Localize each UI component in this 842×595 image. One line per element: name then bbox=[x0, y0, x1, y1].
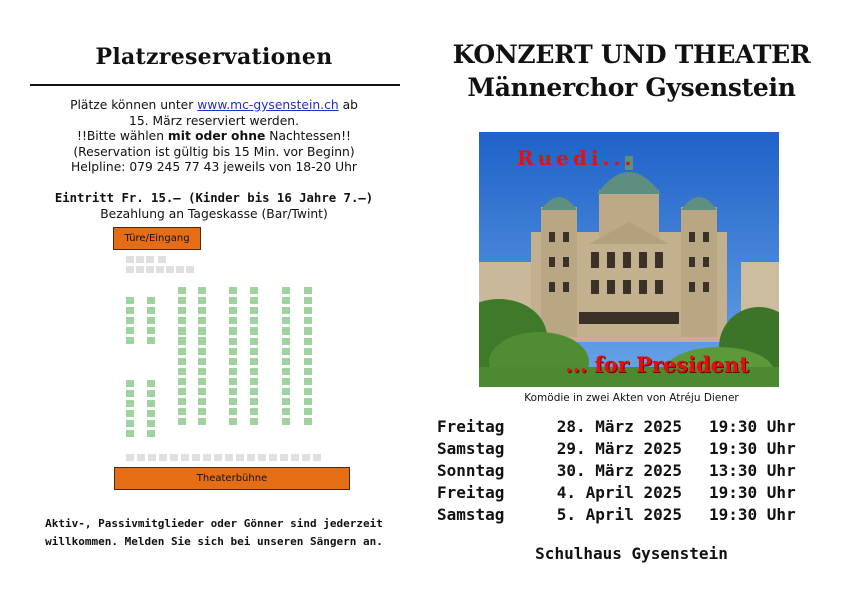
seat bbox=[304, 317, 312, 324]
title-divider bbox=[30, 84, 400, 86]
event-title-line1: KONZERT UND THEATER bbox=[452, 40, 811, 69]
seat bbox=[137, 454, 145, 461]
seat bbox=[250, 418, 258, 425]
seat bbox=[229, 368, 237, 375]
seat bbox=[147, 430, 155, 437]
seat bbox=[178, 297, 186, 304]
event-title-line2: Männerchor Gysenstein bbox=[467, 73, 796, 102]
seat bbox=[269, 454, 277, 461]
seat bbox=[126, 297, 134, 304]
seat bbox=[147, 410, 155, 417]
show-date: 5. April 2025 bbox=[556, 505, 682, 524]
footer-line1: Aktiv-, Passivmitglieder oder Gönner sind jederzeit bbox=[45, 517, 383, 530]
seat bbox=[147, 380, 155, 387]
seat bbox=[178, 418, 186, 425]
event-panel bbox=[421, 0, 842, 595]
seat bbox=[192, 454, 200, 461]
info-line3-suffix: Nachtessen!! bbox=[265, 129, 351, 143]
seat bbox=[250, 307, 258, 314]
seat bbox=[126, 307, 134, 314]
seat bbox=[147, 327, 155, 334]
info-line3-bold: mit oder ohne bbox=[167, 129, 266, 143]
seat bbox=[304, 368, 312, 375]
seat bbox=[126, 327, 134, 334]
seat bbox=[258, 454, 266, 461]
seat bbox=[229, 378, 237, 385]
seat bbox=[136, 256, 144, 263]
seat bbox=[159, 454, 167, 461]
seat bbox=[198, 338, 206, 345]
seat bbox=[282, 348, 290, 355]
seat bbox=[181, 454, 189, 461]
show-time: 13:30 Uhr bbox=[709, 461, 796, 480]
door-entrance-label: Türe/Eingang bbox=[113, 227, 201, 250]
seat bbox=[304, 348, 312, 355]
seat bbox=[147, 337, 155, 344]
seat bbox=[126, 390, 134, 397]
membership-note bbox=[28, 515, 400, 551]
seat bbox=[198, 297, 206, 304]
seat bbox=[198, 348, 206, 355]
seat bbox=[178, 317, 186, 324]
seat bbox=[126, 256, 134, 263]
show-row bbox=[437, 416, 807, 438]
seat bbox=[280, 454, 288, 461]
seat bbox=[250, 358, 258, 365]
info-line1-prefix: Plätze können unter bbox=[70, 98, 198, 112]
info-line1-suffix: ab bbox=[338, 98, 358, 112]
show-time: 19:30 Uhr bbox=[709, 417, 796, 436]
seat bbox=[229, 398, 237, 405]
seat bbox=[148, 454, 156, 461]
seat-plan bbox=[28, 0, 400, 595]
seat bbox=[198, 317, 206, 324]
show-day: Samstag bbox=[437, 439, 505, 458]
seat bbox=[198, 328, 206, 335]
seat bbox=[178, 348, 186, 355]
seat bbox=[282, 418, 290, 425]
seat bbox=[147, 307, 155, 314]
seat bbox=[250, 338, 258, 345]
seat bbox=[178, 328, 186, 335]
seat bbox=[229, 287, 237, 294]
seat bbox=[250, 378, 258, 385]
seat bbox=[229, 338, 237, 345]
seat bbox=[282, 307, 290, 314]
play-subtitle: Komödie in zwei Akten von Atréju Diener bbox=[524, 392, 739, 404]
seat bbox=[304, 307, 312, 314]
seat bbox=[282, 398, 290, 405]
seat bbox=[147, 400, 155, 407]
seat bbox=[282, 287, 290, 294]
seat bbox=[282, 328, 290, 335]
seat bbox=[198, 368, 206, 375]
seat bbox=[250, 297, 258, 304]
show-day: Sonntag bbox=[437, 461, 505, 480]
seat bbox=[158, 256, 166, 263]
seat bbox=[147, 317, 155, 324]
seat bbox=[126, 266, 134, 273]
footer-line2: willkommen. Melden Sie sich bei unseren Sängern an. bbox=[45, 535, 383, 548]
seat bbox=[176, 266, 184, 273]
seat bbox=[178, 388, 186, 395]
show-date: 4. April 2025 bbox=[556, 483, 682, 502]
seat bbox=[198, 287, 206, 294]
seat bbox=[136, 266, 144, 273]
show-time: 19:30 Uhr bbox=[709, 439, 796, 458]
seat bbox=[313, 454, 321, 461]
seat bbox=[250, 287, 258, 294]
seat bbox=[147, 390, 155, 397]
info-line3-prefix: !!Bitte wählen bbox=[77, 129, 168, 143]
seat bbox=[229, 418, 237, 425]
show-row bbox=[437, 460, 807, 482]
reservation-info bbox=[28, 98, 400, 176]
seat bbox=[146, 266, 154, 273]
seat bbox=[282, 358, 290, 365]
helpline: Helpline: 079 245 77 43 jeweils von 18-20 Uhr bbox=[71, 160, 357, 174]
seat bbox=[236, 454, 244, 461]
show-date: 29. März 2025 bbox=[556, 439, 682, 458]
seat bbox=[198, 388, 206, 395]
show-time: 19:30 Uhr bbox=[709, 483, 796, 502]
stage-label: Theaterbühne bbox=[114, 467, 350, 490]
entry-price: Eintritt Fr. 15.— (Kinder bis 16 Jahre 7.—) bbox=[54, 191, 374, 205]
seat bbox=[282, 368, 290, 375]
show-time: 19:30 Uhr bbox=[709, 505, 796, 524]
seat bbox=[178, 338, 186, 345]
seat bbox=[126, 380, 134, 387]
seat bbox=[198, 378, 206, 385]
show-day: Freitag bbox=[437, 483, 505, 502]
seat bbox=[304, 297, 312, 304]
seat bbox=[229, 328, 237, 335]
seat bbox=[178, 378, 186, 385]
show-day: Samstag bbox=[437, 505, 505, 524]
seat bbox=[250, 348, 258, 355]
info-line2: 15. März reserviert werden. bbox=[129, 113, 299, 128]
seat bbox=[304, 378, 312, 385]
seat bbox=[225, 454, 233, 461]
seat bbox=[156, 266, 164, 273]
poster-tagline: ... for President bbox=[565, 352, 749, 377]
seat bbox=[304, 408, 312, 415]
seat bbox=[178, 408, 186, 415]
show-day: Freitag bbox=[437, 417, 505, 436]
seat bbox=[229, 348, 237, 355]
payment-info: Bezahlung an Tageskasse (Bar/Twint) bbox=[100, 206, 328, 221]
seat bbox=[250, 408, 258, 415]
reservation-panel bbox=[28, 0, 400, 595]
seat bbox=[250, 398, 258, 405]
seat bbox=[214, 454, 222, 461]
show-row bbox=[437, 504, 807, 526]
seat bbox=[304, 388, 312, 395]
show-date: 30. März 2025 bbox=[556, 461, 682, 480]
seat bbox=[282, 378, 290, 385]
seat bbox=[126, 454, 134, 461]
venue: Schulhaus Gysenstein bbox=[535, 544, 728, 563]
seat bbox=[146, 256, 154, 263]
seat bbox=[304, 328, 312, 335]
seat bbox=[247, 454, 255, 461]
seat bbox=[178, 307, 186, 314]
seat bbox=[229, 307, 237, 314]
seat bbox=[178, 287, 186, 294]
seat bbox=[170, 454, 178, 461]
seat bbox=[291, 454, 299, 461]
seat bbox=[304, 398, 312, 405]
seat bbox=[126, 400, 134, 407]
seat bbox=[304, 338, 312, 345]
seat bbox=[229, 388, 237, 395]
seat bbox=[203, 454, 211, 461]
seat bbox=[282, 408, 290, 415]
seat bbox=[198, 358, 206, 365]
seat bbox=[166, 266, 174, 273]
seat bbox=[147, 297, 155, 304]
seat bbox=[178, 398, 186, 405]
seat bbox=[126, 430, 134, 437]
seat bbox=[229, 297, 237, 304]
seat bbox=[282, 297, 290, 304]
entry-info bbox=[28, 191, 400, 222]
seat bbox=[198, 418, 206, 425]
federal-palace-illustration bbox=[479, 132, 779, 387]
seat bbox=[186, 266, 194, 273]
poster-image bbox=[479, 132, 779, 387]
seat bbox=[304, 418, 312, 425]
event-title bbox=[421, 38, 842, 104]
reservation-title: Platzreservationen bbox=[95, 44, 333, 70]
seat bbox=[198, 307, 206, 314]
show-row bbox=[437, 438, 807, 460]
seat bbox=[126, 337, 134, 344]
seat bbox=[250, 388, 258, 395]
seat bbox=[126, 410, 134, 417]
info-line4: (Reservation ist gültig bis 15 Min. vor Beginn) bbox=[73, 144, 355, 159]
seat bbox=[282, 388, 290, 395]
seat bbox=[282, 317, 290, 324]
poster-headline: Ruedi... bbox=[517, 146, 636, 170]
show-schedule bbox=[437, 416, 807, 526]
seat bbox=[147, 420, 155, 427]
seat bbox=[178, 368, 186, 375]
seat bbox=[304, 358, 312, 365]
seat bbox=[282, 338, 290, 345]
seat bbox=[302, 454, 310, 461]
show-date: 28. März 2025 bbox=[556, 417, 682, 436]
seat bbox=[250, 368, 258, 375]
seat bbox=[229, 317, 237, 324]
seat bbox=[229, 408, 237, 415]
seat bbox=[178, 358, 186, 365]
seat bbox=[250, 328, 258, 335]
seat bbox=[198, 398, 206, 405]
seat bbox=[198, 408, 206, 415]
show-row bbox=[437, 482, 807, 504]
seat bbox=[250, 317, 258, 324]
website-link[interactable]: www.mc-gysenstein.ch bbox=[197, 98, 339, 112]
seat bbox=[304, 287, 312, 294]
seat bbox=[126, 317, 134, 324]
seat bbox=[229, 358, 237, 365]
seat bbox=[126, 420, 134, 427]
